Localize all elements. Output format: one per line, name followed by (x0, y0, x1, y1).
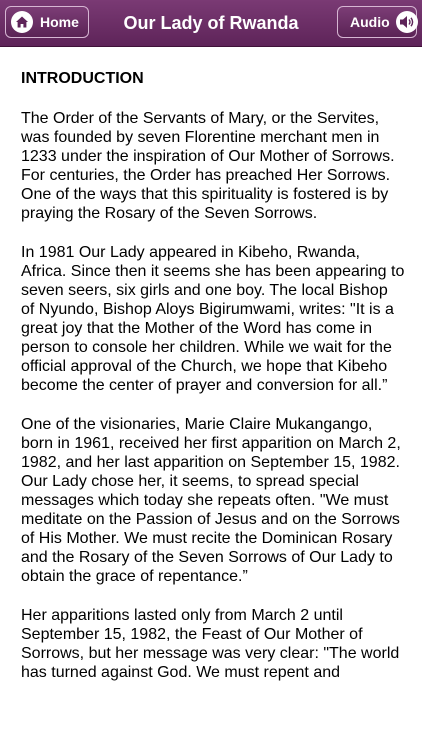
home-icon (11, 11, 33, 33)
page-title: Our Lady of Rwanda (123, 13, 299, 33)
paragraph: Her apparitions lasted only from March 2 until September 15, 1982, the Feast of Our Mother of Sorrows, but her message was very clear: "The world has turned against God. We must repent and (21, 607, 400, 681)
paragraph: The Order of the Servants of Mary, or the Servites, was founded by seven Florentine merchant men in 1233 under the inspiration of Our Mother of Sorrows. For centuries, the Order has preached Her Sorrows. One of the ways that this spirituality is fostered is by praying the Rosary of the Seven Sorrows. (21, 110, 395, 222)
app-header (0, 0, 422, 47)
audio-button-label: Audio (350, 14, 390, 30)
section-heading: INTRODUCTION (21, 70, 144, 87)
home-button[interactable] (5, 6, 89, 38)
paragraph: In 1981 Our Lady appeared in Kibeho, Rwanda, Africa. Since then it seems she has been appearing to seven seers, six girls and one boy. The local Bishop of Nyundo, Bishop Aloys Bigirumwami, writes: "It is a great joy that the Mother of the Word has come in person to console her children. While we wait for the official approval of the Church, we hope that Kibeho become the center of prayer and conversion for all.” (21, 244, 405, 394)
home-button-label: Home (40, 14, 79, 30)
audio-button[interactable] (337, 6, 417, 38)
article-content (21, 66, 405, 682)
paragraph: One of the visionaries, Marie Claire Mukangango, born in 1961, received her first apparition on March 2, 1982, and her last apparition on September 15, 1982. Our Lady chose her, it seems, to spread special messages which today she repeats often. "We must meditate on the Passion of Jesus and on the Sorrows of His Mother. We must recite the Dominican Rosary and the Rosary of the Seven Sorrows of Our Lady to obtain the grace of repentance.” (21, 416, 401, 585)
speaker-icon (396, 11, 418, 33)
